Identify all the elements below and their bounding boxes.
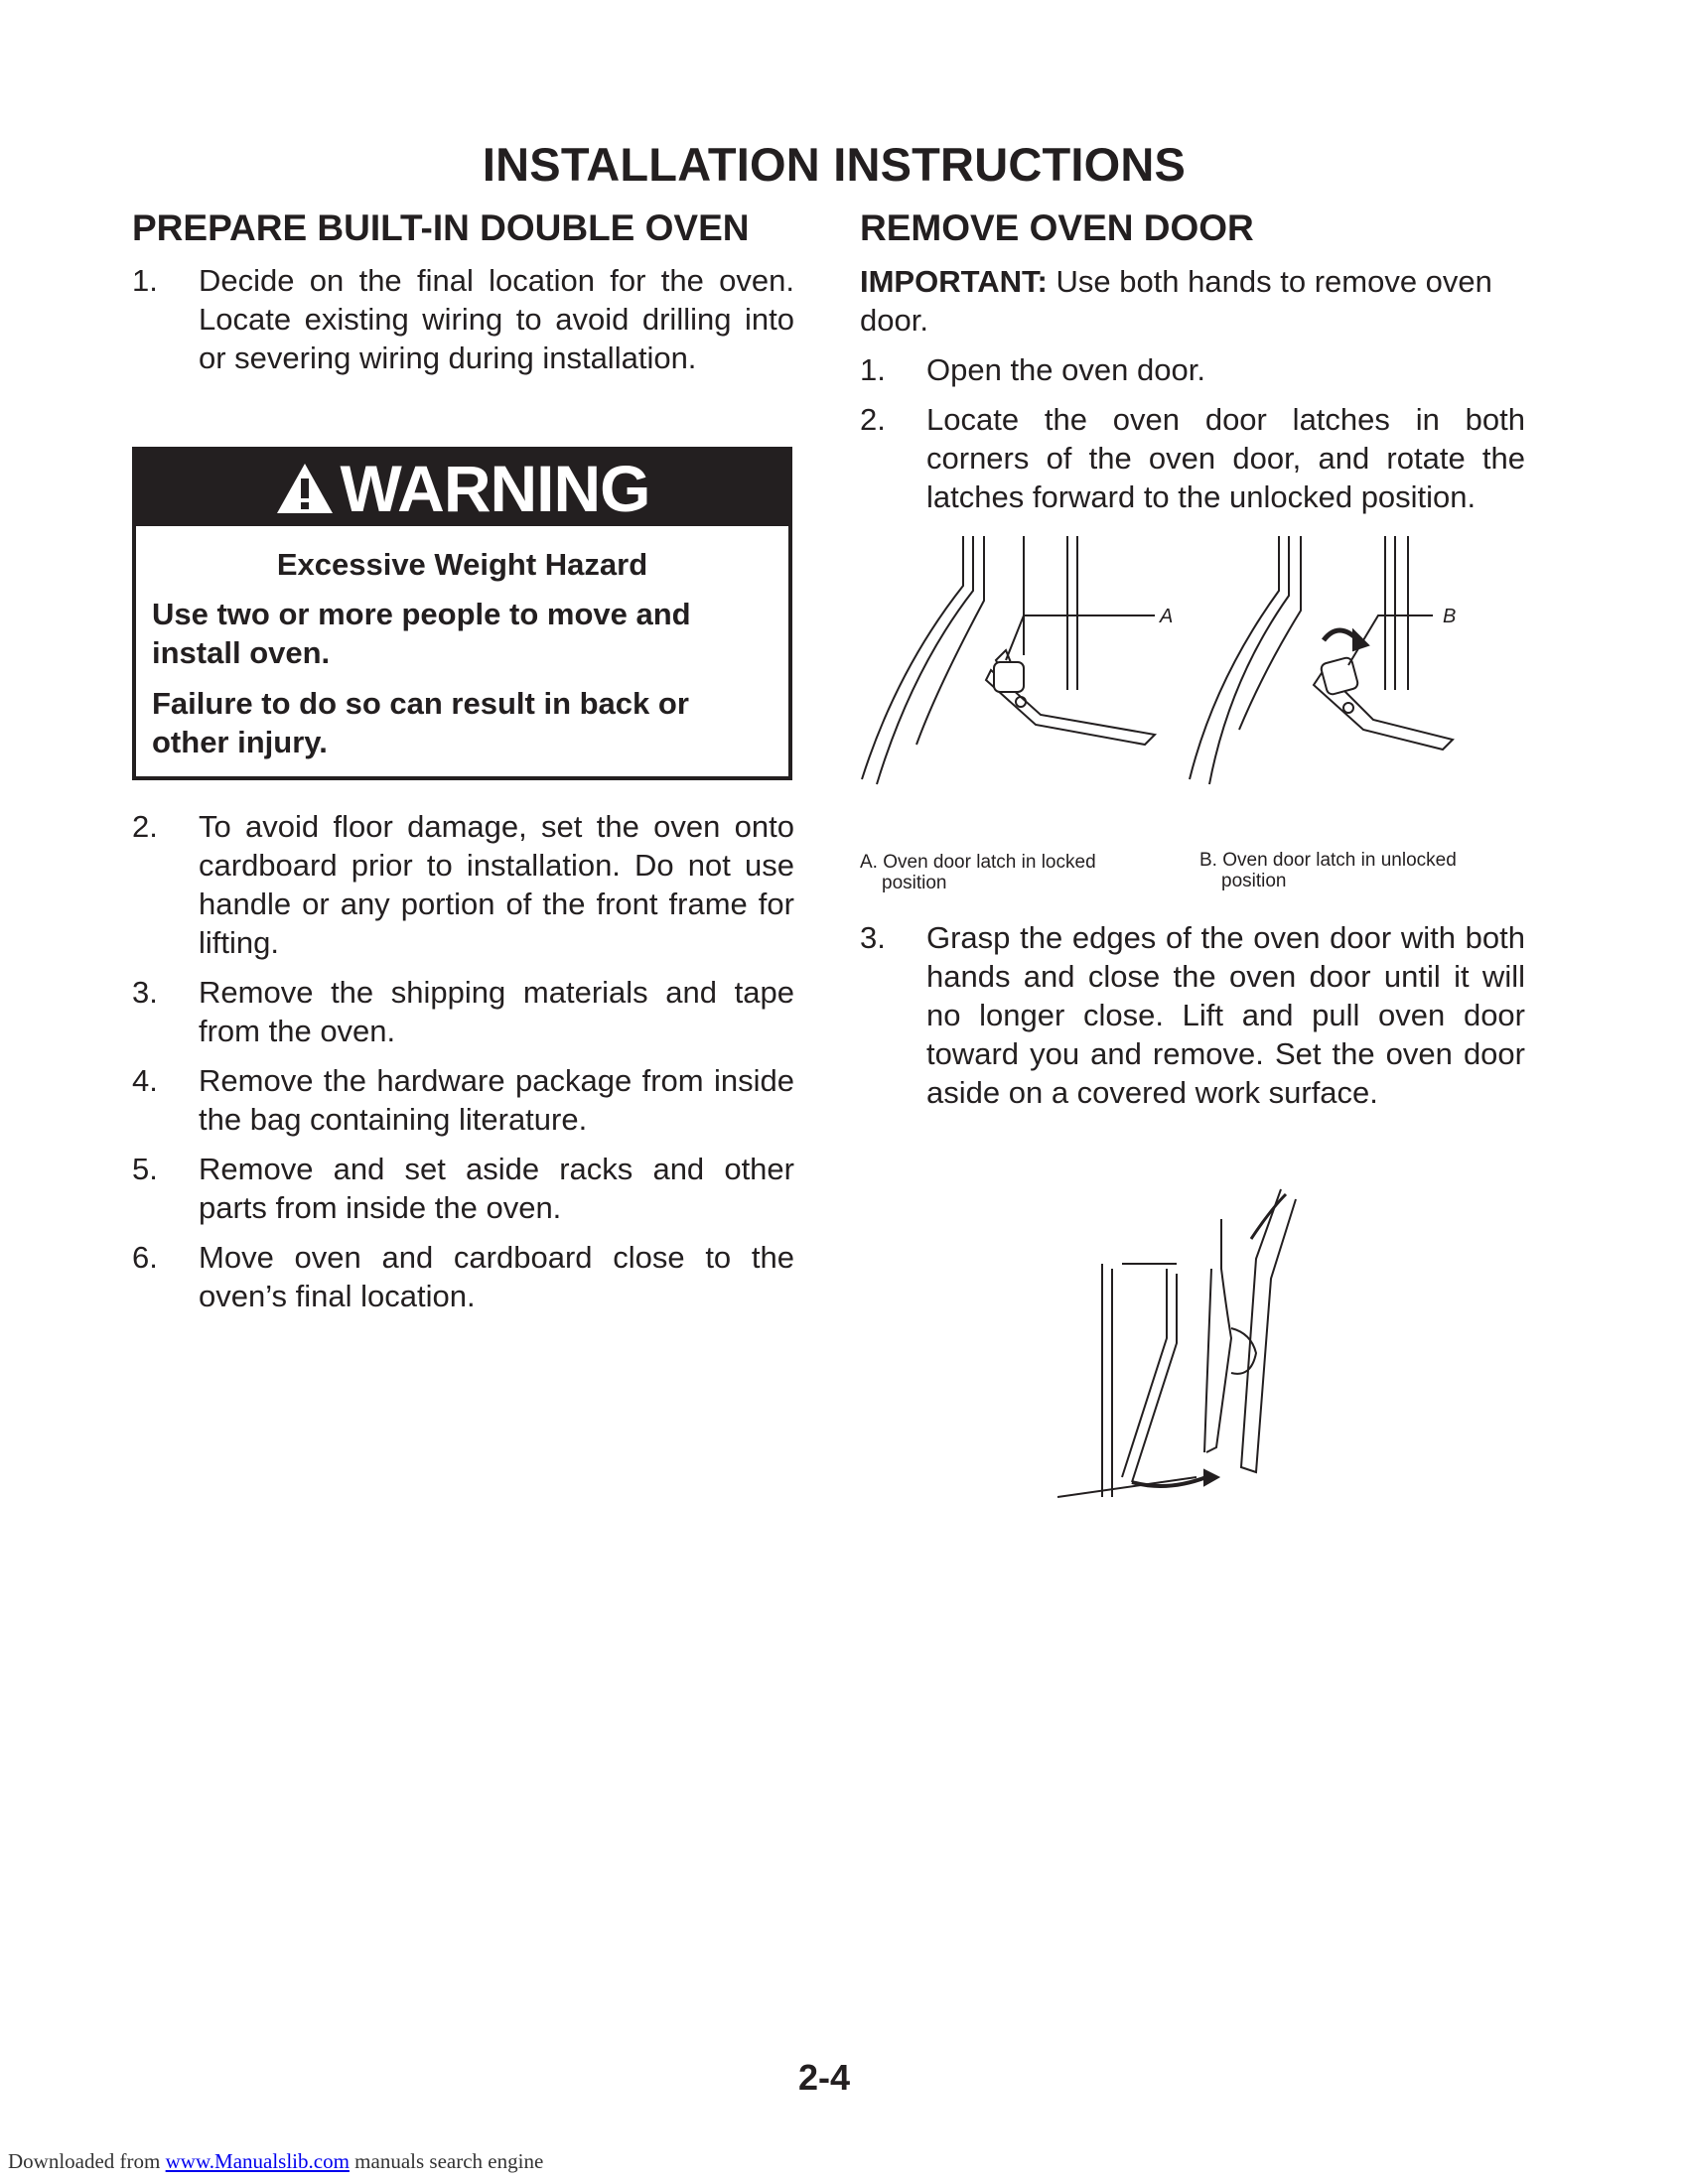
step-number: 3. xyxy=(860,920,886,955)
right-heading: REMOVE OVEN DOOR xyxy=(860,207,1254,248)
warning-box xyxy=(132,447,792,780)
footer-prefix: Downloaded from xyxy=(8,2149,166,2173)
list-item xyxy=(860,918,1525,1112)
footer-link[interactable]: www.Manualslib.com xyxy=(165,2149,350,2173)
left-step-list xyxy=(132,807,794,1315)
caption-b xyxy=(1199,850,1457,891)
important-text: Use both hands to remove oven door. xyxy=(860,264,1492,338)
page-title: INSTALLATION INSTRUCTIONS xyxy=(482,138,1187,191)
step-text: To avoid floor damage, set the oven onto cardboard prior to installation. Do not use handle or any portion of the front frame for lifting. xyxy=(199,809,794,960)
warning-triangle-icon xyxy=(275,462,335,515)
caption-a-line2: position xyxy=(882,873,947,893)
step-number: 1. xyxy=(132,263,158,298)
step-text: Move oven and cardboard close to the oven’s final location. xyxy=(199,1240,794,1313)
left-column xyxy=(132,206,794,377)
left-step-1 xyxy=(132,261,794,377)
important-note xyxy=(860,262,1525,340)
list-item xyxy=(860,400,1525,516)
warning-text-1: Use two or more people to move and install oven. xyxy=(152,597,691,670)
caption-b-letter: B. xyxy=(1199,850,1217,871)
step-number: 6. xyxy=(132,1240,158,1275)
list-item xyxy=(132,973,794,1050)
step-number: 4. xyxy=(132,1063,158,1098)
step-text: Decide on the final location for the oven. Locate existing wiring to avoid drilling into or severing wiring during installation. xyxy=(199,263,794,375)
left-heading: PREPARE BUILT-IN DOUBLE OVEN xyxy=(132,207,750,248)
caption-a-letter: A. xyxy=(860,852,878,873)
footer xyxy=(8,2149,543,2174)
step-text: Remove the shipping materials and tape from the oven. xyxy=(199,975,794,1048)
step-text: Open the oven door. xyxy=(926,352,1205,387)
step-number: 1. xyxy=(860,352,886,387)
step-number: 3. xyxy=(132,975,158,1010)
footer-suffix: manuals search engine xyxy=(349,2149,544,2173)
list-item xyxy=(132,1238,794,1315)
warning-label: WARNING xyxy=(340,452,650,525)
caption-a xyxy=(860,852,1096,893)
page-number: 2-4 xyxy=(797,2057,851,2098)
label-b: B xyxy=(1443,606,1457,627)
label-a: A xyxy=(1160,606,1174,627)
step-text: Remove the hardware package from inside the bag containing literature. xyxy=(199,1063,794,1137)
warning-text-2: Failure to do so can result in back or other injury. xyxy=(152,686,689,759)
step-number: 5. xyxy=(132,1152,158,1186)
list-item xyxy=(132,1150,794,1227)
warning-hazard: Excessive Weight Hazard xyxy=(276,547,648,582)
list-item xyxy=(860,350,1525,389)
caption-a-line1: Oven door latch in locked xyxy=(883,852,1096,873)
right-step-3 xyxy=(860,918,1525,1112)
step-number: 2. xyxy=(860,402,886,437)
list-item xyxy=(132,807,794,962)
caption-b-line1: Oven door latch in unlocked xyxy=(1222,850,1457,871)
list-item xyxy=(132,1061,794,1139)
door-removal-illustration xyxy=(1057,1179,1355,1517)
step-text: Locate the oven door latches in both corners of the oven door, and rotate the latches forward to the unlocked position. xyxy=(926,402,1525,514)
important-label: IMPORTANT: xyxy=(860,264,1048,299)
step-number: 2. xyxy=(132,809,158,844)
warning-header xyxy=(136,451,788,526)
step-text: Grasp the edges of the oven door with both hands and close the oven door until it will no longer close. Lift and pull oven door toward you and remove. Set the oven door aside on a covered work surface. xyxy=(926,920,1525,1110)
caption-b-line2: position xyxy=(1221,871,1287,891)
step-text: Remove and set aside racks and other parts from inside the oven. xyxy=(199,1152,794,1225)
right-column xyxy=(860,206,1525,516)
